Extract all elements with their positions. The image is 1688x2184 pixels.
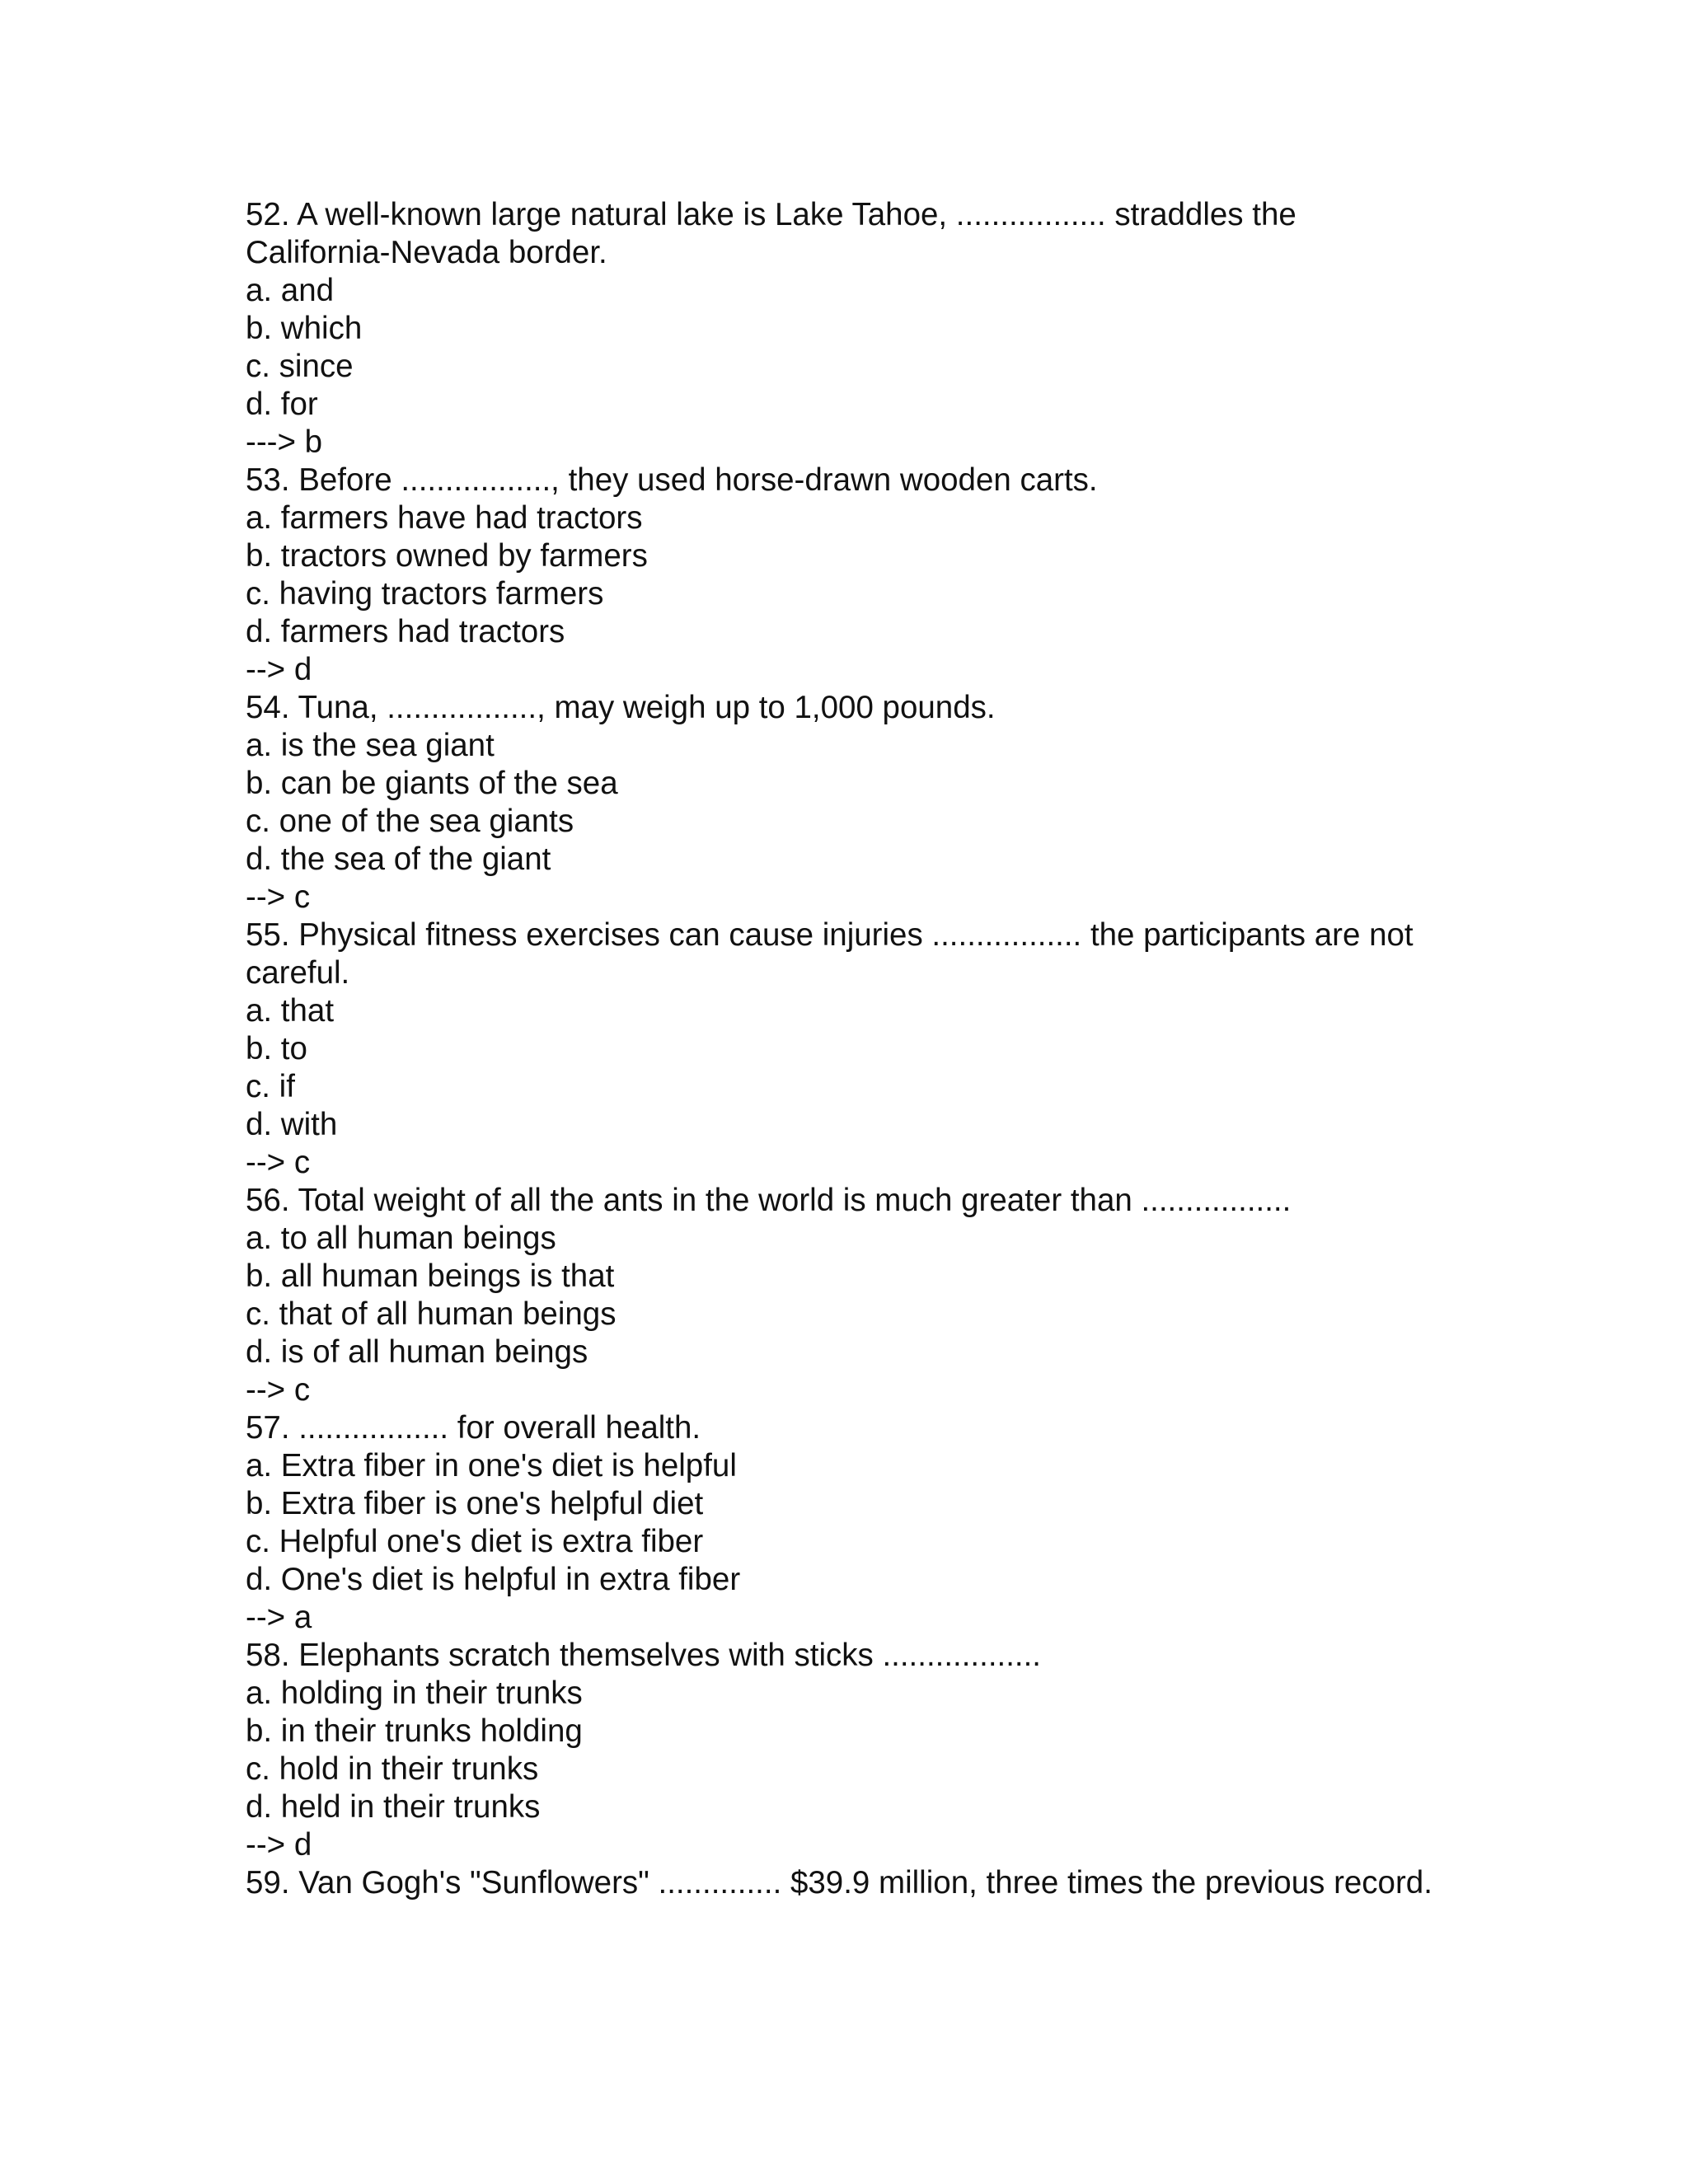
question-block [246, 1409, 1449, 1637]
answer-option: c. hold in their trunks [246, 1751, 539, 1787]
question-text: 56. Total weight of all the ants in the world is much greater than ................. [246, 1183, 1292, 1218]
question-block [246, 1182, 1449, 1409]
answer-option: a. Extra fiber in one's diet is helpful [246, 1448, 737, 1483]
answer-key: ---> b [246, 424, 323, 460]
answer-option: c. that of all human beings [246, 1296, 617, 1332]
answer-key: --> d [246, 652, 312, 687]
answer-option: d. is of all human beings [246, 1334, 588, 1370]
answer-option: c. since [246, 349, 354, 384]
answer-key: --> c [246, 1145, 311, 1180]
question-block [246, 1864, 1449, 1902]
answer-key: --> d [246, 1827, 312, 1863]
answer-option: c. if [246, 1069, 295, 1104]
answer-option: c. having tractors farmers [246, 576, 604, 612]
answer-option: b. tractors owned by farmers [246, 538, 648, 574]
question-block [246, 462, 1449, 689]
answer-option: b. all human beings is that [246, 1258, 615, 1294]
answer-option: d. for [246, 387, 318, 422]
answer-option: a. is the sea giant [246, 728, 495, 763]
answer-option: c. Helpful one's diet is extra fiber [246, 1524, 704, 1559]
answer-option: a. farmers have had tractors [246, 500, 643, 536]
answer-option: b. Extra fiber is one's helpful diet [246, 1486, 704, 1521]
answer-key: --> c [246, 1372, 311, 1408]
answer-option: a. holding in their trunks [246, 1675, 583, 1711]
answer-option: b. in their trunks holding [246, 1713, 583, 1749]
answer-option: a. that [246, 993, 335, 1029]
question-block [246, 916, 1449, 1182]
answer-key: --> a [246, 1600, 312, 1635]
answer-option: d. held in their trunks [246, 1789, 541, 1825]
answer-option: b. which [246, 311, 363, 346]
answer-option: d. with [246, 1107, 338, 1142]
question-text: 52. A well-known large natural lake is Lake Tahoe, ................. straddles the California-Nevada border. [246, 197, 1306, 270]
answer-option: d. One's diet is helpful in extra fiber [246, 1562, 741, 1597]
question-text: 53. Before ................., they used horse-drawn wooden carts. [246, 462, 1098, 498]
answer-key: --> c [246, 879, 311, 915]
answer-option: a. to all human beings [246, 1221, 556, 1256]
answer-option: d. farmers had tractors [246, 614, 565, 649]
question-text: 59. Van Gogh's "Sunflowers" .............. $39.9 million, three times the previous record. [246, 1865, 1432, 1900]
question-text: 55. Physical fitness exercises can cause injuries ................. the participants are not careful. [246, 917, 1423, 991]
question-block [246, 689, 1449, 916]
document-body [246, 196, 1449, 1902]
question-block [246, 196, 1449, 462]
question-text: 57. ................. for overall health. [246, 1410, 701, 1446]
answer-option: c. one of the sea giants [246, 804, 574, 839]
question-block [246, 1637, 1449, 1864]
answer-option: a. and [246, 273, 335, 308]
question-text: 58. Elephants scratch themselves with sticks .................. [246, 1638, 1042, 1673]
question-text: 54. Tuna, ................., may weigh up to 1,000 pounds. [246, 690, 996, 725]
answer-option: b. to [246, 1031, 307, 1066]
answer-option: b. can be giants of the sea [246, 766, 618, 801]
answer-option: d. the sea of the giant [246, 841, 551, 877]
